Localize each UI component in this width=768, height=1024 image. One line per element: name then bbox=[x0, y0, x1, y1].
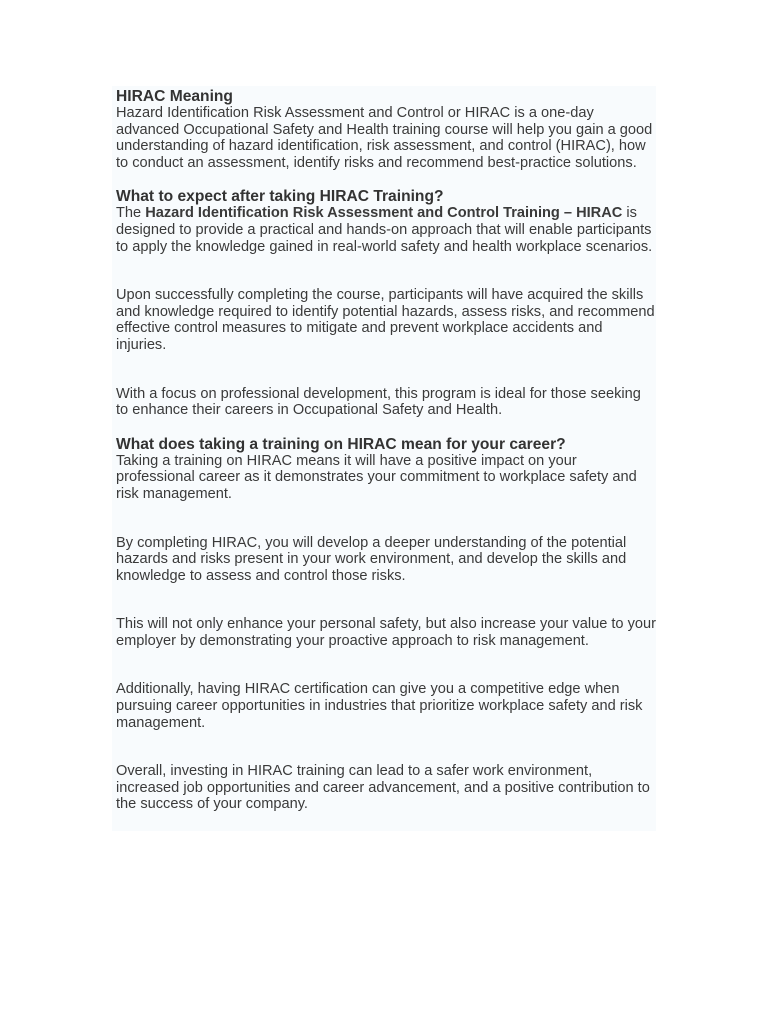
paragraph-overall-investing: Overall, investing in HIRAC training can lead to a safer work environment, increased job opportunities and career advancement, and a positive contribution to the success of your company. bbox=[116, 763, 650, 813]
heading-career-meaning: What does taking a training on HIRAC mean for your career? bbox=[116, 435, 566, 453]
paragraph-personal-safety: This will not only enhance your personal safety, but also increase your value to your employer by demonstrating your proactive approach to risk management. bbox=[116, 616, 656, 649]
paragraph-positive-impact: Taking a training on HIRAC means it will have a positive impact on your professional career as it demonstrates your commitment to workplace safety and risk management. bbox=[116, 452, 637, 502]
paragraph-hirac-meaning: Hazard Identification Risk Assessment and Control or HIRAC is a one-day advanced Occupational Safety and Health training course will help you gain a good understanding of hazard identification, risk assessment, and control (HIRAC), how to conduct an assessment, identify risks and recommend best-practice solutions. bbox=[116, 105, 653, 171]
intro-prefix: The bbox=[116, 205, 146, 222]
intro-bold-course-name: Hazard Identification Risk Assessment and Control Training – HIRAC bbox=[145, 205, 623, 222]
intro-rest: is designed to provide a practical and hands-on approach that will enable participants to apply the knowledge gained in real-world safety and health workplace scenarios. bbox=[116, 205, 653, 255]
paragraph-upon-completing: Upon successfully completing the course, participants will have acquired the skills and knowledge required to identify potential hazards, assess risks, and recommend effective control measures to mitigate and prevent workplace accidents and injuries. bbox=[116, 287, 655, 353]
heading-what-to-expect: What to expect after taking HIRAC Training? bbox=[116, 188, 444, 206]
paragraph-what-to-expect-intro bbox=[116, 205, 656, 255]
paragraph-professional-development: With a focus on professional development, this program is ideal for those seeking to enhance their careers in Occupational Safety and Health. bbox=[116, 385, 641, 419]
document-body bbox=[112, 86, 656, 831]
paragraph-deeper-understanding: By completing HIRAC, you will develop a deeper understanding of the potential hazards and risks present in your work environment, and develop the skills and knowledge to assess and control those risks. bbox=[116, 534, 627, 584]
heading-hirac-meaning: HIRAC Meaning bbox=[116, 88, 233, 105]
paragraph-competitive-edge: Additionally, having HIRAC certification can give you a competitive edge when pursuing career opportunities in industries that prioritize workplace safety and risk management. bbox=[116, 681, 643, 731]
